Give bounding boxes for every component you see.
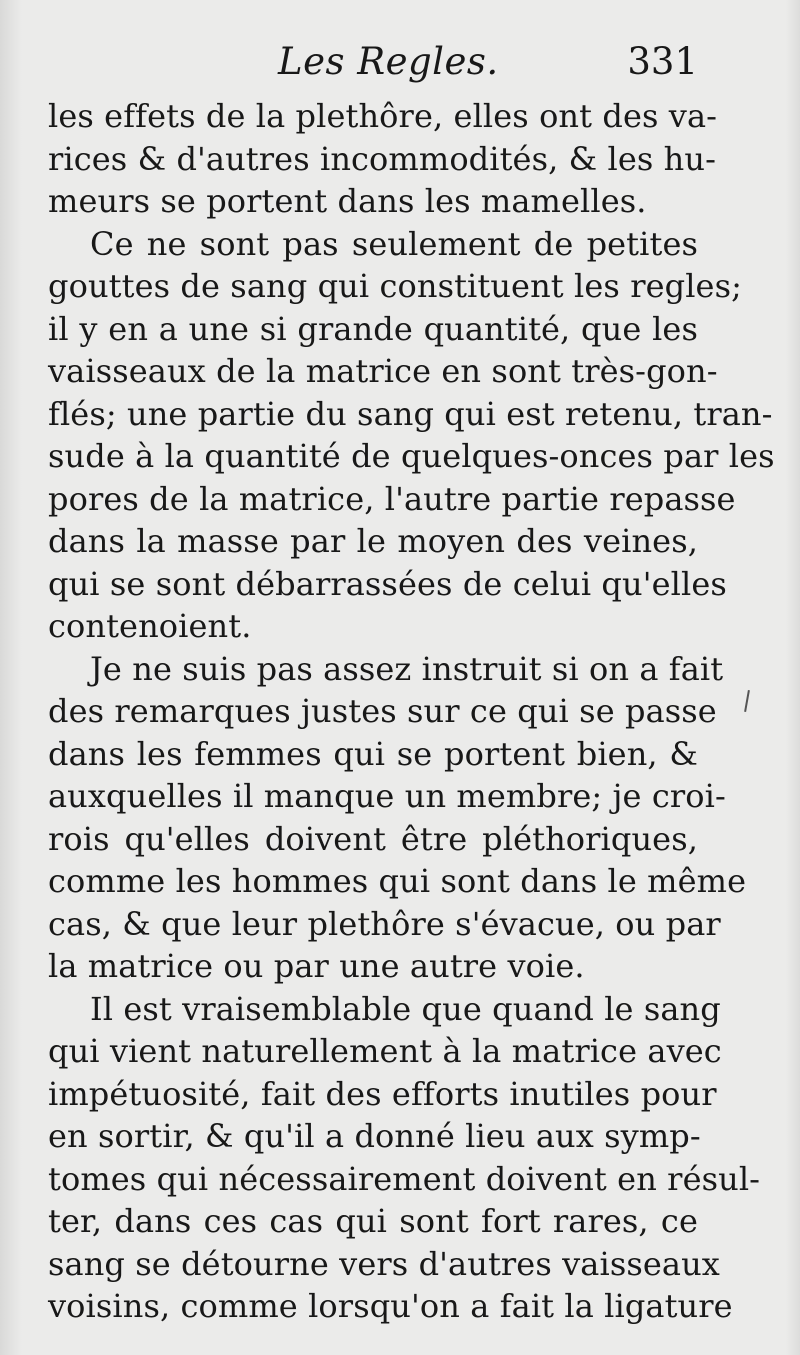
text-line: impétuosité, fait des efforts inutiles pour xyxy=(48,1074,717,1113)
text-line: Ce ne sont pas seulement de petites xyxy=(90,224,698,263)
text-line: des remarques justes sur ce qui se passe xyxy=(48,692,717,730)
text-line: meurs se portent dans les mamelles. xyxy=(48,182,647,220)
margin-pencil-mark xyxy=(744,690,750,712)
text-line: Je ne suis pas assez instruit si on a fait xyxy=(90,649,724,688)
page-header xyxy=(48,40,698,90)
text-line: tomes qui nécessairement doivent en résul- xyxy=(48,1159,761,1198)
text-line: la matrice ou par une autre voie. xyxy=(48,947,585,985)
text-line: flés; une partie du sang qui est retenu, tran- xyxy=(48,394,773,433)
running-title: Les Regles. xyxy=(278,40,499,83)
text-line: qui se sont débarrassées de celui qu'elles xyxy=(48,564,727,603)
text-line: comme les hommes qui sont dans le même xyxy=(48,862,747,900)
text-line: gouttes de sang qui constituent les regles; xyxy=(48,267,742,305)
text-line: ter, dans ces cas qui sont fort rares, ce xyxy=(48,1202,698,1240)
text-line: il y en a une si grande quantité, que les xyxy=(48,309,698,348)
text-line: dans la masse par le moyen des veines, xyxy=(48,522,698,560)
text-line: sang se détourne vers d'autres vaisseaux xyxy=(48,1244,720,1283)
text-line: cas, & que leur plethôre s'évacue, ou par xyxy=(48,904,721,943)
text-line: qui vient naturellement à la matrice avec xyxy=(48,1032,722,1070)
text-line: sude à la quantité de quelques-onces par les xyxy=(48,437,775,475)
text-line: contenoient. xyxy=(48,607,252,645)
text-line: rices & d'autres incommodités, & les hu- xyxy=(48,139,717,178)
text-line: en sortir, & qu'il a donné lieu aux symp- xyxy=(48,1117,701,1155)
page-number: 331 xyxy=(627,40,698,83)
text-line: Il est vraisemblable que quand le sang xyxy=(90,989,721,1028)
text-line: les effets de la plethôre, elles ont des va- xyxy=(48,97,718,135)
text-line: dans les femmes qui se portent bien, & xyxy=(48,734,698,773)
text-line: voisins, comme lorsqu'on a fait la ligature xyxy=(48,1287,733,1325)
text-line: rois qu'elles doivent être pléthoriques, xyxy=(48,819,698,858)
text-line: auxquelles il manque un membre; je croi- xyxy=(48,777,726,815)
text-line: vaisseaux de la matrice en sont très-gon- xyxy=(48,352,718,390)
text-line: pores de la matrice, l'autre partie repasse xyxy=(48,479,736,518)
body-text xyxy=(48,95,775,1328)
